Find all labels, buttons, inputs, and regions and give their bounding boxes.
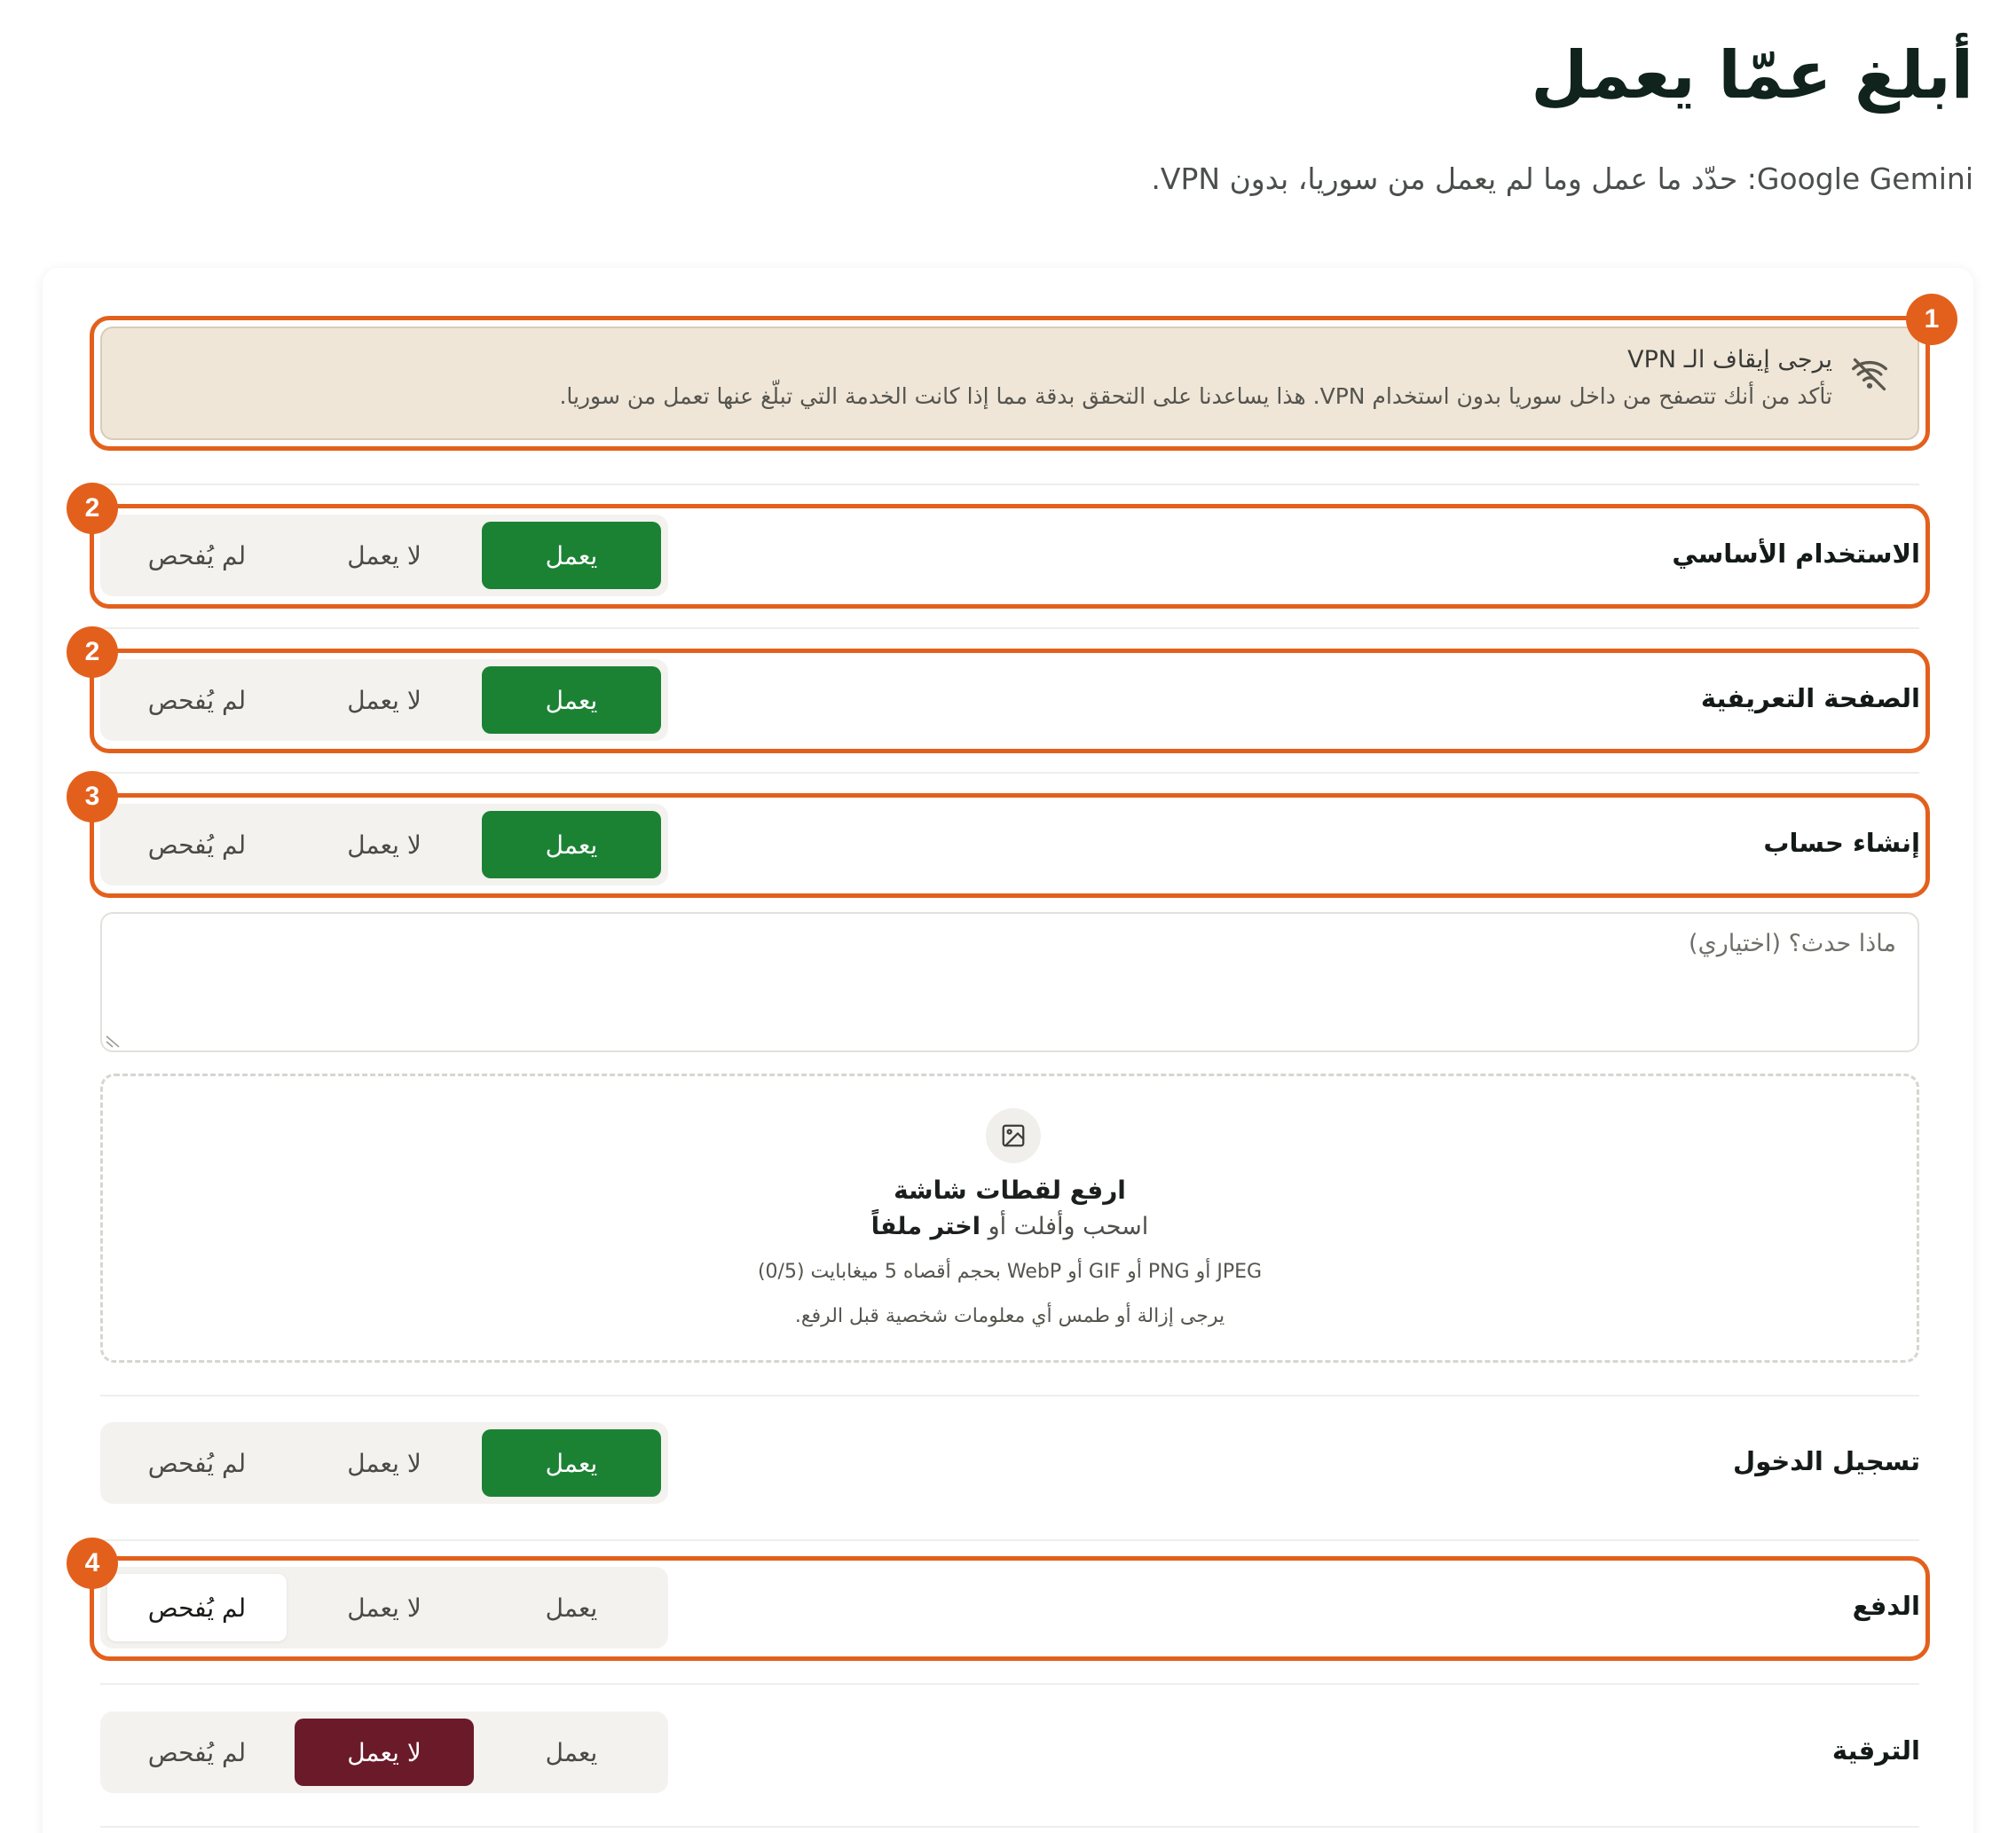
divider xyxy=(100,1826,1919,1828)
status-not-works-button[interactable]: لا يعمل xyxy=(347,540,421,570)
status-not-works-button[interactable]: لا يعمل xyxy=(347,830,421,860)
status-works-button[interactable]: يعمل xyxy=(545,1737,598,1767)
vpn-notice-title: يرجى إيقاف الـ VPN xyxy=(1627,346,1832,374)
status-untested-button[interactable]: لم يُفحص xyxy=(107,1574,287,1641)
vpn-notice xyxy=(100,326,1919,440)
step-badge: 1 xyxy=(1906,294,1957,345)
status-not-works-button[interactable]: لا يعمل xyxy=(295,1719,474,1786)
status-segmented-control xyxy=(100,659,668,741)
divider xyxy=(100,627,1919,629)
status-untested-button[interactable]: لم يُفحص xyxy=(147,540,247,570)
wifi-off-icon xyxy=(1850,355,1889,394)
step-badge: 2 xyxy=(67,483,118,534)
feature-label: الصفحة التعريفية xyxy=(1700,683,1920,713)
status-untested-button[interactable]: لم يُفحص xyxy=(147,685,247,715)
feature-label: إنشاء حساب xyxy=(1763,828,1920,858)
feature-label: تسجيل الدخول xyxy=(1733,1446,1920,1476)
status-untested-button[interactable]: لم يُفحص xyxy=(147,830,247,860)
step-badge: 3 xyxy=(67,771,118,822)
divider xyxy=(100,1683,1919,1685)
divider xyxy=(100,1539,1919,1541)
status-untested-button[interactable]: لم يُفحص xyxy=(147,1448,247,1478)
step-badge: 2 xyxy=(67,626,118,678)
step-badge: 4 xyxy=(67,1538,118,1589)
upload-title: ارفع لقطات شاشة xyxy=(894,1176,1126,1205)
status-works-button[interactable]: يعمل xyxy=(545,1593,598,1623)
status-segmented-control xyxy=(100,804,668,885)
status-not-works-button[interactable]: لا يعمل xyxy=(347,1593,421,1623)
choose-file-link[interactable]: اختر ملفاً xyxy=(870,1213,980,1240)
feature-label: الترقية xyxy=(1831,1735,1920,1766)
divider xyxy=(100,484,1919,485)
page-subtitle: Google Gemini: حدّد ما عمل وما لم يعمل من سوريا، بدون VPN. xyxy=(1151,161,1973,196)
status-untested-button[interactable]: لم يُفحص xyxy=(147,1737,247,1767)
feature-label: الدفع xyxy=(1852,1591,1920,1621)
status-works-button[interactable]: يعمل xyxy=(482,1429,661,1497)
page-title: أبلغ عمّا يعمل xyxy=(1531,37,1973,114)
resize-handle-icon[interactable] xyxy=(105,1031,122,1049)
status-works-button[interactable]: يعمل xyxy=(482,666,661,734)
status-not-works-button[interactable]: لا يعمل xyxy=(347,685,421,715)
upload-privacy-note: يرجى إزالة أو طمس أي معلومات شخصية قبل الرفع. xyxy=(794,1305,1225,1327)
upload-formats: JPEG أو PNG أو GIF أو WebP بحجم أقصاه 5 ميغابايت (0/5) xyxy=(757,1261,1263,1283)
status-segmented-control xyxy=(100,515,668,596)
upload-drag-text xyxy=(103,1213,1917,1240)
notes-textarea[interactable] xyxy=(100,912,1919,1052)
divider xyxy=(100,1395,1919,1396)
upload-icon-circle xyxy=(986,1108,1041,1163)
status-not-works-button[interactable]: لا يعمل xyxy=(347,1448,421,1478)
screenshot-dropzone[interactable] xyxy=(100,1074,1919,1363)
status-segmented-control xyxy=(100,1567,668,1648)
feature-label: الاستخدام الأساسي xyxy=(1672,539,1920,569)
status-works-button[interactable]: يعمل xyxy=(482,522,661,589)
image-icon xyxy=(1000,1122,1027,1149)
status-segmented-control xyxy=(100,1422,668,1504)
divider xyxy=(100,772,1919,774)
status-segmented-control xyxy=(100,1711,668,1793)
status-works-button[interactable]: يعمل xyxy=(482,811,661,878)
vpn-notice-text: تأكد من أنك تتصفح من داخل سوريا بدون استخدام VPN. هذا يساعدنا على التحقق بدقة مما إذا كانت الخدمة التي تبلّغ عنها تعمل من سوريا. xyxy=(559,383,1832,409)
drag-drop-text: اسحب وأفلت أو xyxy=(988,1213,1149,1240)
